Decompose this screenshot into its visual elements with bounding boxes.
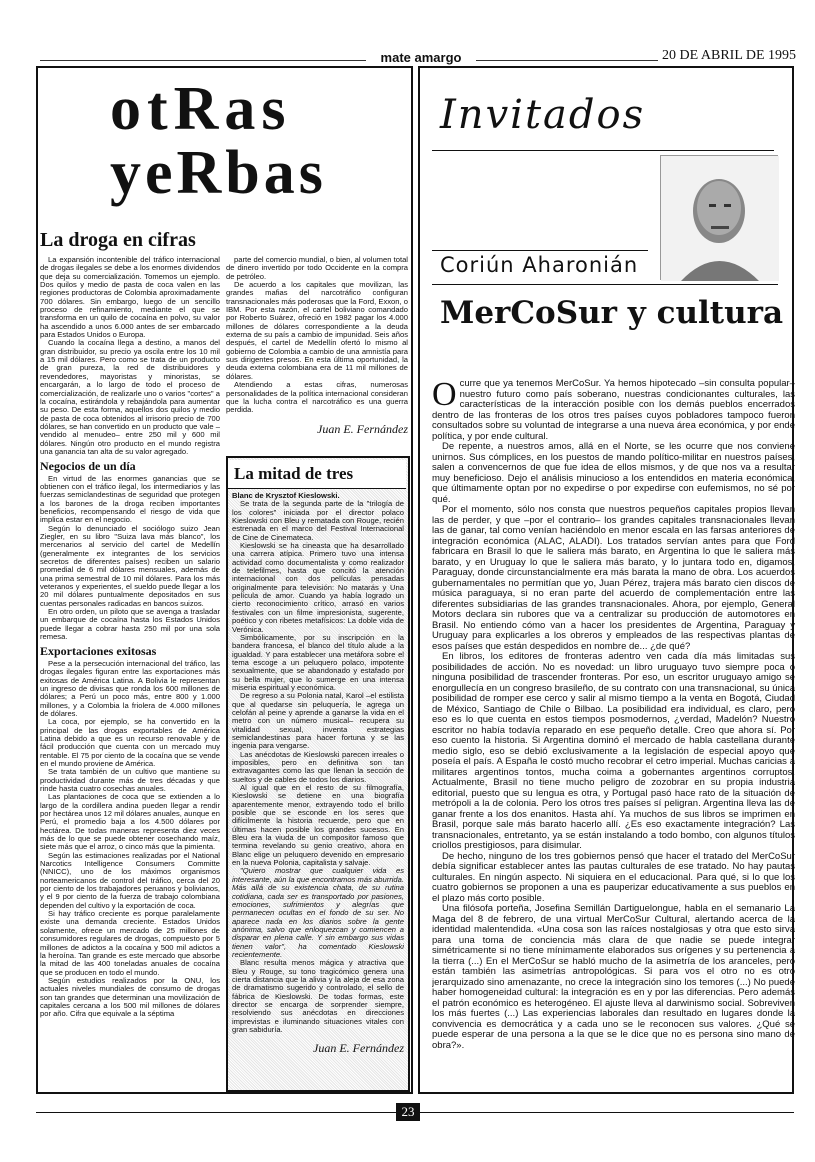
section-logo-line2: yeRbas bbox=[110, 139, 327, 207]
paragraph: La expansión incontenible del tráfico internacional de drogas ilegales se debe a los enormes dividendos que deja su comercialización. Tomemos un ejemplo. Dos quilos y medio de pasta de coca valen en las regiones productoras de Colombia aproximadamente 700 dólares. Sin embargo, luego de un sencillo proceso de refinamiento, mediante el que se transforma en un quilo de cocaína en polvo, su valor ha ascendido a unos 6.000 antes de ser embarcado para Estados Unidos o Europa. bbox=[40, 256, 220, 340]
drop-cap: O bbox=[432, 379, 457, 413]
article-body-right bbox=[432, 379, 795, 1087]
paragraph: Blanc resulta menos mágica y atractiva que Bleu y Rouge, su tono tragicómico genera una cierta distancia que la alivia y la aleja de esa zona de dramatismo sugerido y controlado, el sello de fábrica de Kieslowski. De todas formas, este director se encarga de sorprender siempre, resolviendo sus anécdotas en direcciones imprevistas e iluminando situaciones vitales con gran sabiduría. bbox=[232, 958, 404, 1034]
section-logo-line1: otRas bbox=[110, 75, 292, 143]
paragraph: En otro orden, un piloto que se avenga a trasladar un embarque de cocaína hasta los Estados Unidos puede llegar a cobrar hasta 250 mil por una sola remesa. bbox=[40, 607, 220, 642]
paragraph: Según estudios realizados por la ONU, los actuales niveles mundiales de consumo de drogas son tan grandes que determinan una movilización de capitales cercana a los 500 mil millones de dólares por año. Cifra que equivale a la séptima bbox=[40, 975, 220, 1019]
author-rule-bottom bbox=[432, 284, 778, 285]
author-signature: Juan E. Fernández bbox=[313, 1041, 404, 1056]
author-portrait-icon bbox=[661, 156, 779, 281]
paragraph: Simbólicamente, por su inscripción en la bandera francesa, el blanco del título alude a la igualdad. Y para establecer una metáfora sobre el tema escoge a un peluquero polaco, impotente sexualmente, que se abandonado y estafado por su bella mujer, que lo sumerge en una intensa miseria espiritual y económica. bbox=[232, 632, 404, 692]
paragraph: De regreso a su Polonia natal, Karol –el estilista que al quedarse sin peluquería, le agrega un celofán al peine y aprende a ganarse la vida en el metro con un número musical– recupera su vitalidad sexual, inventa estrategias semiclandestinas para hacer fortuna y se las ingenia para vengarse. bbox=[232, 691, 404, 751]
header-rule-mid bbox=[476, 60, 658, 61]
paragraph: En virtud de las enormes ganancias que se obtienen con el tráfico ilegal, los intermediarios y las fuerzas semiclandestinas de seguridad que protegen a los barones de la droga reciben importantes beneficios, recompensando el riesgo de vida que implica estar en el negocio. bbox=[40, 473, 220, 525]
paragraph: En libros, los editores de fronteras adentro ven cada día más limitadas sus posibilidades de acción. No es novedad: un libro uruguayo tuvo siempre poca o ninguna posibilidad de trascender fronteras. Por eso, un escritor uruguayo amigo se enorgullecía en un congreso brasileño, de su contrato con una transnacional, su única posibilidad de romper ese cerco y salir al mismo tiempo a la venta en Bogotá, Ciudad de México, Santiago de Chile o Bilbao. La posibilidad era individual, es claro, pero eso es lo que cuenta en estos tiempos posmodernos, ¿verdad, Madelón? Nuestro escritor no había todavía reparado en ese pequeño detalle. Creo que ahora sí. Por eso cuento la historia. Si Argentina dominó el mercado de habla castellana durante medio siglo, eso se debió exclusivamente a la legislación de especial apoyo que poseía el país. A España le costó mucho recobrar el cetro imperial. Muchas caricias a militares argentinos tontos, mucha coima a gobernantes argentinos corruptos. Actualmente, Brasil no tiene mucho peligro de zozobrar en su propia industria editorial, puesto que su lengua es otra, y Portugal pasó hace rato de la situación de metrópoli a la de colonia. Pero los otros tres países sí peligran. Argentina lleva las de ganar frente a los dos enanitos. Hasta ahí. Ya muchos de sus libros se imprimen en Brasil, porque sale más barato hacerlo allí. ¿Es eso exactamente integración? Las transnacionales, entretanto, ya se están instalando a todo bombo, con algunos títulos criollos prestigiosos, para disimular. bbox=[432, 651, 795, 851]
review-text bbox=[232, 492, 404, 1088]
paragraph: De acuerdo a los capitales que movilizan, las grandes mafias del narcotráfico configuran transnacionales más poderosas que la Ford, Exxon, o IBM. Por esta razón, el cartel boliviano comandado por Roberto Suárez, ofreció en 1982 pagar los 4.000 millones de dólares correspondiente a la deuda externa de su país a cambio de impunidad. Seis años después, el cartel de Medellín ofertó lo mismo al gobierno de Colombia a cambio de una amnistía para sus dirigentes presos. En esta última oportunidad, la deuda externa colombiana era de 11 mil millones de dólares. bbox=[226, 280, 408, 381]
paragraph: Por el momento, sólo nos consta que nuestros pequeños capitales propios llevan las de perder, y que –por el contrario– los grandes capitales transnacionales llevan las de ganar, tal como venían haciéndolo en menor escala en las farsas anteriores de integración económica (ALAC, ALADI). Los tratados servían antes para que Ford fabricara en Brasil lo que le saliera más barato, en Argentina lo que le saliera más barato, y en Uruguay lo que le saliera más barato, y lo juntara todo en, digamos, Paraguay, donde circunstancialmente era más barata la mano de obra. Los acuerdos gubernamentales no permitían que yo, Juan Pérez, trajera más barato cien discos de música paraguaya, si no eran parte del acuerdo de complementación entre las diferentes subsidiarias de las grandes transnacionales. Ahora, por ejemplo, General Motors declara sin rubores que va a centralizar su producción de automotores en Brasil. No entiendo cómo van a hacer los presidentes de Argentina, Paraguay y Uruguay para explicarles a los obreros y empleados de las respectivas plantas de esos países que están despedidos en nombre de... ¿de qué? bbox=[432, 504, 795, 652]
author-name: Coriún Aharonián bbox=[440, 253, 639, 277]
paragraph: Según las estimaciones realizadas por el National Narcotics Intelligence Consumers Committe (NNICC), uno de los máximos organismos norteamericanos de control del tráfico, cerca del 20 por ciento de los trabajadores peruanos y bolivianos, y el 9 por ciento de la fuerza de trabajo colombiana dependen del cultivo y la exportación de coca. bbox=[40, 850, 220, 910]
paragraph: Si hay tráfico creciente es porque paralelamente existe una demanda creciente. Estados Unidos solamente, ofrece un mercado de 25 millones de consumidores regulares de drogas, compuesto por 5 millones de adictos a la cocaína y 500 mil adictos a la heroína. Tan grande es este mercado que absorbe la mitad de las 400 toneladas anuales de cocaína que se producen en todo el mundo. bbox=[40, 909, 220, 977]
article-column-2 bbox=[226, 256, 408, 451]
author-signature: Juan E. Fernández bbox=[317, 421, 408, 436]
paragraph: Las anécdotas de Kieslowski parecen irreales o imposibles, pero en definitiva son tan extravagantes como las que llenan la sección de sueltos y de cables de todos los diarios. bbox=[232, 749, 404, 784]
paragraph: "Quiero mostrar que cualquier vida es interesante, aún la que encontramos más aburrida. Más allá de su existencia chata, de su rutina cotidiana, cada ser es transportado por pasiones, emociones, sufrimientos y alegrías que permanecen ocultas en el fondo de su ser. No aparece nada en los diarios sobre la gente anónima, salvo que enloquezcan y comiencen a disparar en plena calle. Y sin embargo sus vidas tienen valor", ha comentado Kieslowski recientemente. bbox=[232, 866, 404, 959]
footer-rule-left bbox=[36, 1112, 396, 1113]
paragraph: Pese a la persecución internacional del tráfico, las drogas ilegales figuran entre las exportaciones más exitosas de América Latina. A Bolivia le representan un ingreso de divisas que ronda los 600 millones de dólares; a Perú un poco más, entre 800 y 1.000 millones, y a Colombia la friolera de 4.000 millones de dólares. bbox=[40, 658, 220, 718]
article-title-right: MerCoSur y cultura bbox=[440, 295, 784, 331]
section-title: Invitados bbox=[440, 92, 646, 138]
publication-name: mate amargo bbox=[366, 50, 476, 65]
paragraph: Según lo denunciado el sociólogo suizo Jean Ziegler, en su libro "Suiza lava más blanco", los mercenarios al servicio del cartel de Medellín (generalmente ex integrantes de los servicios secretos de diferentes países) reciben un salario promedial de 6 mil dólares mensuales, además de una prima semestral de 10 mil dólares. Para los más veteranos y experientes, el sueldo puede llegar a los 20 mil dólares puntualmente depositados en sus cuentas personales radicadas en bancos suizos. bbox=[40, 523, 220, 608]
paragraph: Una filósofa porteña, Josefina Semillán Dartiguelongue, habla en el semanario La Maga del 8 de febrero, de una virtual MerCoSur Cultural, alertando acerca de la identidad malentendida. «Una cosa son las raíces nostalgiosas y otra que esto sirva para una toma de conciencia más clara de que nadie se puede integrar simétricamente si no tiene mínimamente elaborados sus orígenes y su pertenencia a la tierra (...) En el MerCoSur se habló mucho de la asimetría de los aranceles, pero están también las asimetrías antropológicas. Si para vos el otro no es otro jerarquizado sino amenazante, no crece la integración sino los temores (...) No puede haber homogeneidad cultural: la integración es en y por las diferencias. Pero además el patrón económico es heterogéneo. El ajuste lleva al darwinismo social. Sobreviven los más fuertes (...) Las experiencias laborales dan resultado en lugares donde la convivencia es democrática y a cada uno se le reconocen sus valores. ¿Qué se puede esperar de una persona a la que se le dice que no es persona sino mano de obra?». bbox=[432, 903, 795, 1051]
paragraph: Se trata también de un cultivo que mantiene su productividad durante más de tres décadas y que rinde hasta cuatro cosechas anuales. bbox=[40, 767, 220, 793]
paragraph: Cuando la cocaína llega a destino, a manos del gran distribuidor, su precio ya oscila entre los 10 mil a 15 mil dólares. Pero como se trata de un producto de gran pureza, la red de distribuidores y revendedores, mayoristas y minoristas, se encargarán, a lo largo de todo el proceso de comercialización, de realizarle uno o varios "cortes" a la cocaína, estirándola y rebajándola para aumentar su peso. De esta forma, aquellos dos quilos y medio de pasta de coca obtenidos al irrisorio precio de 700 dólares, se han convertido en un producto que vale –vendido al menudeo– entre 250 mil y 600 mil dólares. Ningún otro producto en el mundo registra una ganancia tan alta de su valor agregado. bbox=[40, 338, 220, 456]
author-photo bbox=[660, 155, 778, 280]
review-title: La mitad de tres bbox=[228, 460, 406, 489]
paragraph: De repente, a nuestros amos, allá en el Norte, se les ocurre que nos conviene unirnos. Sus cómplices, en los puestos de mando político-militar en nuestros países, salen a convencernos de que fue idea de ellos mismos, y de que nos va a resultar muy beneficioso. Dejo el análisis minucioso a los entendidos en materia económica, que últimamente optan por no expedirse o por expedirse con eufemismos, no sé por qué. bbox=[432, 441, 795, 505]
paragraph: Las plantaciones de coca que se extienden a lo largo de la cordillera andina pueden llegar a rendir por hectárea unos 12 mil dólares anuales, aunque en Perú, el promedio baja a los 4.500 dólares por hectárea. De todas maneras representa diez veces más de lo que se puede obtener cosechando maíz, siete más que el arroz, o cinco más que la pimienta. bbox=[40, 792, 220, 852]
paragraph: Se trata de la segunda parte de la "trilogía de los colores" iniciada por el director polaco Kieslowski con Bleu y rematada con Rouge, recién estrenada en el marco del Festival Internacional de Cine de Cinemateca. bbox=[232, 499, 404, 542]
paragraph: Al igual que en el resto de su filmografía, Kieslowski se detiene en una biografía aparentemente menor, extrayendo todo el brillo posible que se esconde en los seres que difícilmente la historia recuerde, pero que en últimas hacen posible los grandes sucesos. En Bleu era la viuda de un compositor famoso que termina revelando su genio creativo, ahora en Blanc elige un peluquero devenido en empresario en la nueva Polonia, capitalista y salvaje. bbox=[232, 783, 404, 868]
publication-date: 20 DE ABRIL DE 1995 bbox=[658, 48, 800, 64]
article-column-1 bbox=[40, 256, 220, 1088]
paragraph: De hecho, ninguno de los tres gobiernos pensó que hacer el tratado del MerCoSur debía significar establecer antes las pautas culturales de ese tratado. No hay pautas culturales. En ningún aspecto. Ni siquiera en el educacional. Para qué, si lo que los cuatro gobiernos se proponen a una es pauperizar educativamente a sus pueblos en el plazo más corto posible. bbox=[432, 850, 795, 904]
paragraph: parte del comercio mundial, o bien, al volumen total de dinero invertido por todo Occidente en la compra de petróleo. bbox=[226, 256, 408, 281]
page-number: 23 bbox=[396, 1103, 420, 1121]
title-rule bbox=[432, 150, 774, 151]
author-rule-top bbox=[432, 250, 648, 251]
review-subtitle: Blanc de Krysztof Kieslowski. bbox=[232, 492, 340, 500]
subheading: Exportaciones exitosas bbox=[40, 644, 157, 659]
subheading: Negocios de un día bbox=[40, 459, 136, 474]
paragraph: Kieslowski se ha cineasta que ha desarrollado una carrera atípica. Primero tuvo una intensa actividad como documentalista y como realizador de telefilmes, hasta que concitó la atención internacional con dos películas pensadas originalmente para televisión: No matarás y Una película de amor. Cuando ya había logrado un cierto reconocimiento crítico, arrasó en varios festivales con un filme impresionista, sugerente, poético y con ribetes metafísicos: La doble vida de Verónica. bbox=[232, 541, 404, 634]
paragraph: Atendiendo a estas cifras, numerosas personalidades de la política internacional consideran que la lucha contra el narcotráfico es una guerra perdida. bbox=[226, 380, 408, 415]
paragraph: La coca, por ejemplo, se ha convertido en la principal de las drogas exportables de América Latina debido a que es un recurso renovable y de fácil producción que cuenta con un mercado muy rentable. El 75 por ciento de la cocaína que se vende en el mundo proviene de América. bbox=[40, 717, 220, 768]
footer-rule-right bbox=[420, 1112, 794, 1113]
header-rule-left bbox=[40, 60, 366, 61]
paragraph: curre que ya tenemos MerCoSur. Ya hemos hipotecado –sin consulta popular– nuestro futuro como país soberano, nuestras condicionantes culturales, las características de la interacción posible con los demás pueblos encerrados dentro de las fronteras de los otros tres países cuyos pobladores tampoco fueron consultados sobre su voluntad de integrarse a una nueva área económica, y por ende política, y por ende cultural. bbox=[432, 379, 795, 442]
article-title: La droga en cifras bbox=[40, 229, 196, 251]
